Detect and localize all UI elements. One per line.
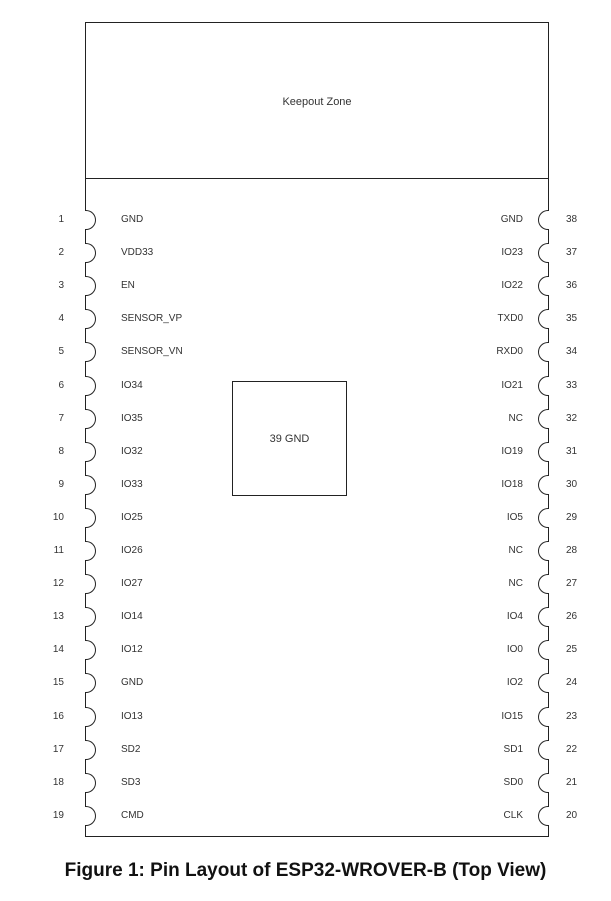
right-pin-number: 26 [566, 611, 578, 623]
right-pin-number: 32 [566, 412, 578, 424]
right-pin-name: IO19 [501, 445, 523, 457]
right-pin-pad [538, 740, 549, 760]
left-pin-number: 3 [58, 280, 64, 292]
right-pin-name: GND [500, 214, 523, 225]
right-pin-name: CLK [503, 809, 523, 821]
left-pin-number: 6 [58, 379, 64, 391]
left-pin-name: IO33 [121, 478, 143, 490]
left-pin-name: IO13 [121, 710, 143, 722]
right-pin-number: 35 [566, 313, 578, 325]
left-pin-number: 5 [58, 346, 64, 358]
left-pin-name: IO27 [121, 578, 143, 590]
right-pin-number: 38 [566, 214, 578, 225]
left-pin-number: 10 [52, 511, 64, 523]
left-pin-number: 1 [58, 214, 64, 225]
right-pin-name: RXD0 [496, 346, 523, 358]
left-pin-number: 15 [52, 677, 64, 689]
left-pin-name: SENSOR_VP [121, 313, 183, 325]
right-pin-number: 31 [566, 445, 578, 457]
right-pin-name: SD1 [503, 743, 523, 755]
right-pin-number: 33 [566, 379, 578, 391]
figure-caption: Figure 1: Pin Layout of ESP32-WROVER-B (Top View) [64, 860, 547, 881]
left-pin-name: SD3 [121, 776, 141, 788]
right-pin-number: 24 [566, 677, 578, 689]
left-pin-number: 18 [52, 776, 64, 788]
right-pin-name: NC [508, 412, 523, 424]
left-pin-number: 7 [58, 412, 64, 424]
left-pin-number: 19 [52, 809, 64, 821]
right-pin-pad [538, 409, 549, 429]
right-pin-name: SD0 [503, 776, 523, 788]
left-pin-number: 4 [58, 313, 64, 325]
right-pin-number: 29 [566, 511, 578, 523]
right-pin-number: 21 [566, 776, 578, 788]
right-pin-name: IO2 [506, 677, 523, 689]
left-pin-name: IO12 [121, 644, 143, 656]
right-pin-number: 27 [566, 578, 578, 590]
gnd-pad-label: 39 GND [269, 433, 310, 445]
left-pin-name: SENSOR_VN [121, 346, 183, 358]
right-pin-name: NC [508, 578, 523, 590]
right-pin-name: IO0 [506, 644, 523, 656]
left-pin-name: EN [121, 280, 135, 292]
left-pin-number: 8 [58, 445, 64, 457]
right-pin-name: IO22 [501, 280, 523, 292]
left-pin-number: 13 [52, 611, 64, 623]
right-pin-name: IO18 [501, 478, 523, 490]
right-pin-number: 22 [566, 743, 578, 755]
right-pin-name: TXD0 [497, 313, 523, 325]
left-pin-name: IO35 [121, 412, 143, 424]
right-pin-name: NC [508, 545, 523, 556]
left-pin-name: IO34 [121, 379, 143, 391]
keepout-divider [85, 178, 549, 179]
right-pin-pad [538, 707, 549, 727]
left-pin-name: CMD [121, 809, 144, 821]
right-pin-number: 25 [566, 644, 578, 656]
right-pin-name: IO15 [501, 710, 523, 722]
right-pin-number: 30 [566, 478, 578, 490]
right-pin-number: 37 [566, 247, 578, 259]
right-pin-pad [538, 442, 549, 462]
left-pin-name: IO25 [121, 511, 143, 523]
right-pin-pad [538, 773, 549, 793]
right-pin-number: 28 [566, 545, 578, 556]
right-pin-name: IO5 [506, 511, 523, 523]
left-pin-number: 14 [52, 644, 64, 656]
left-pin-name: GND [121, 214, 144, 225]
left-pin-name: IO32 [121, 445, 143, 457]
right-pin-number: 36 [566, 280, 578, 292]
right-pin-pad [538, 376, 549, 396]
left-pin-name: IO14 [121, 611, 143, 623]
left-pin-name: IO26 [121, 545, 143, 556]
right-pin-name: IO4 [506, 611, 523, 623]
left-pin-number: 11 [53, 545, 64, 556]
right-pin-number: 23 [566, 710, 578, 722]
left-pin-name: VDD33 [121, 247, 154, 259]
keepout-zone-label: Keepout Zone [282, 96, 352, 108]
right-pin-name: IO23 [501, 247, 523, 259]
right-pin-name: IO21 [501, 379, 523, 391]
left-pin-number: 9 [58, 478, 64, 490]
left-pin-name: GND [121, 677, 144, 689]
left-pin-number: 12 [52, 578, 64, 590]
left-pin-number: 16 [52, 710, 64, 722]
right-pin-number: 34 [566, 346, 578, 358]
right-pin-number: 20 [566, 809, 578, 821]
left-pin-number: 2 [58, 247, 64, 259]
left-pin-name: SD2 [121, 743, 141, 755]
left-pin-number: 17 [52, 743, 64, 755]
